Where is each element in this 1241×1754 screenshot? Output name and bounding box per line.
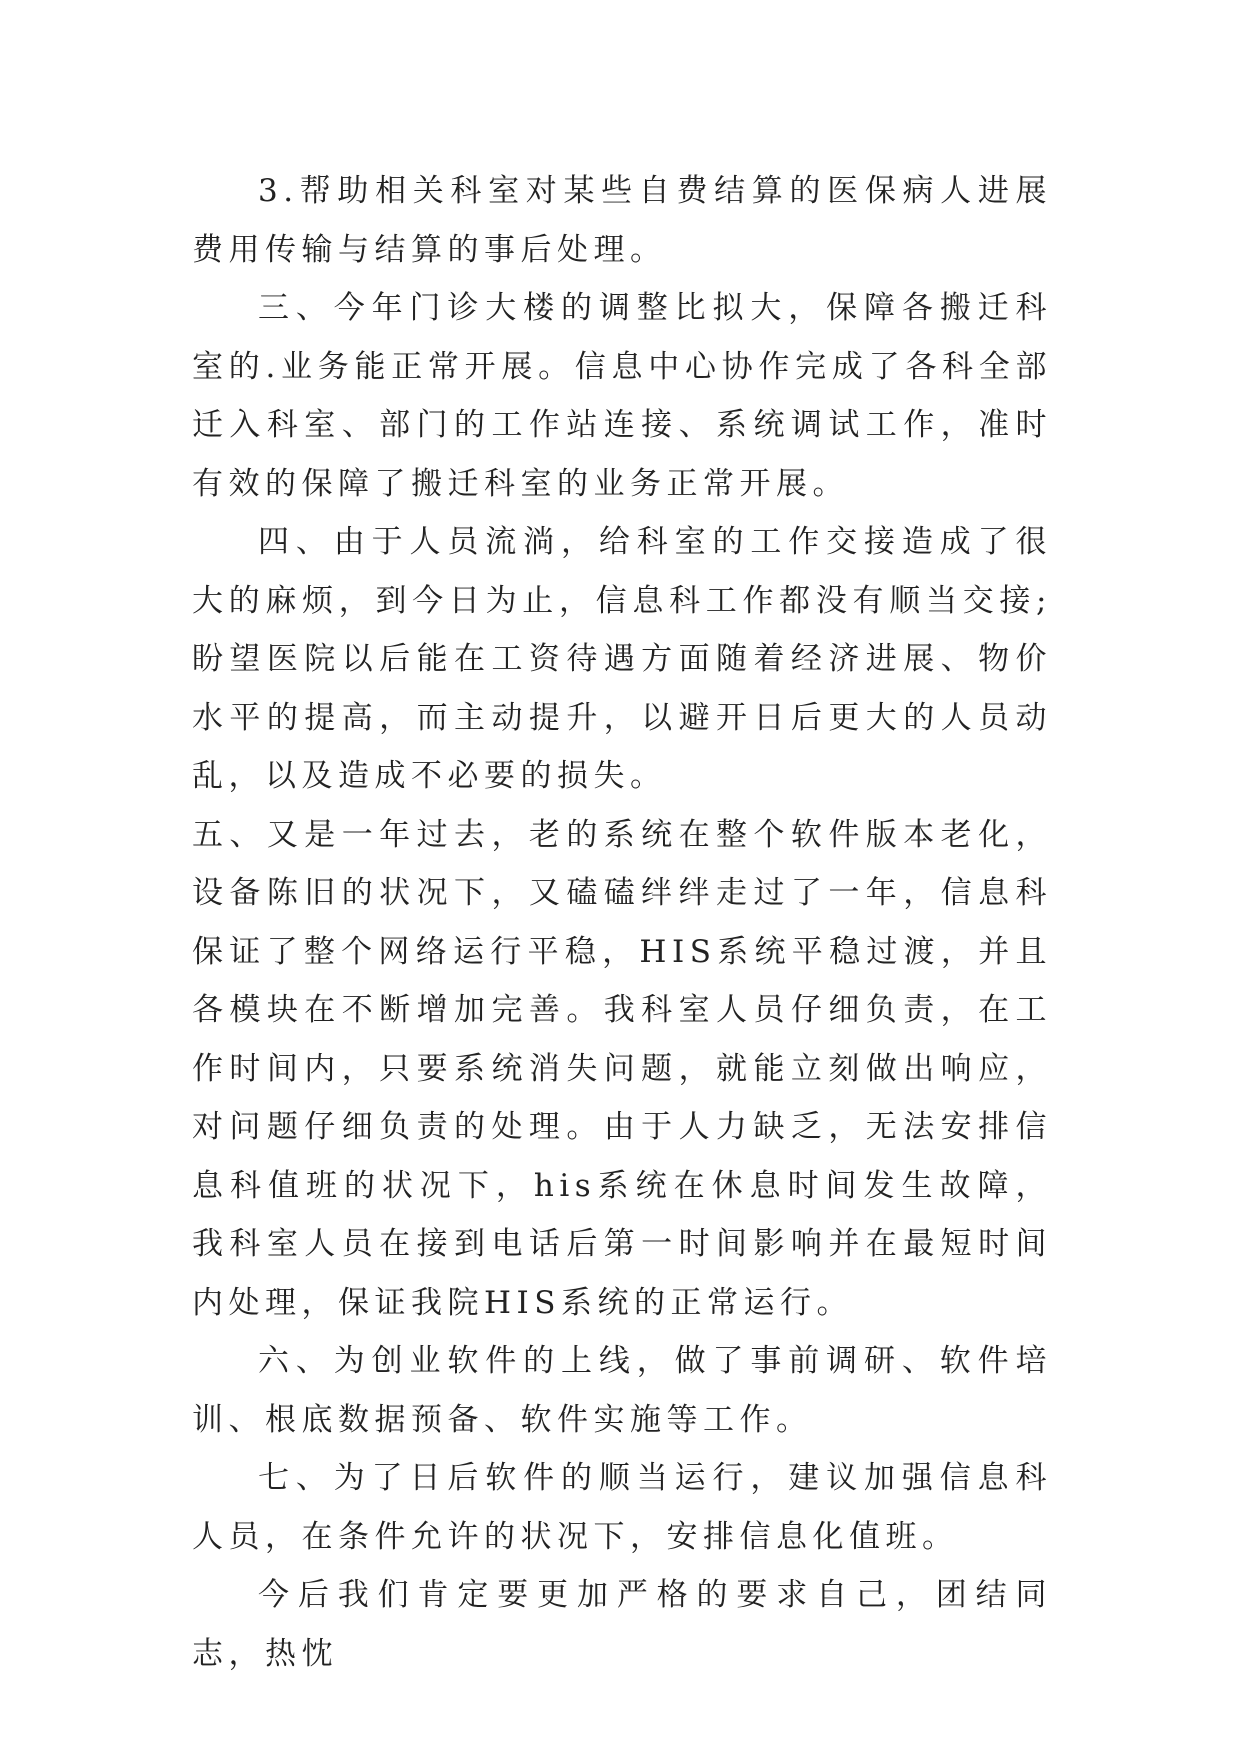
paragraph-section-6: 六、为创业软件的上线，做了事前调研、软件培训、根底数据预备、软件实施等工作。 [192, 1343, 1052, 1438]
paragraph-section-5: 五、又是一年过去，老的系统在整个软件版本老化，设备陈旧的状况下，又磕磕绊绊走过了一年，信息科保证了整个网络运行平稳，HIS系统平稳过渡，并且各模块在不断增加完善。我科室人员仔细负责，在工作时间内，只要系统消失问题，就能立刻做出响应，对问题仔细负责的处理。由于人力缺乏，无法安排信息科值班的状况下，his系统在休息时间发生故障，我科室人员在接到电话后第一时间影响并在最短时间内处理，保证我院HIS系统的正常运行。 [192, 816, 1052, 1321]
paragraph-section-7: 七、为了日后软件的顺当运行，建议加强信息科人员，在条件允许的状况下，安排信息化值班。 [192, 1460, 1052, 1555]
paragraph-item-3: 3.帮助相关科室对某些自费结算的医保病人进展费用传输与结算的事后处理。 [192, 173, 1052, 268]
paragraph-closing: 今后我们肯定要更加严格的要求自己，团结同志，热忱 [192, 1577, 1052, 1672]
paragraph-section-4: 四、由于人员流淌，给科室的工作交接造成了很大的麻烦，到今日为止，信息科工作都没有顺当交接;盼望医院以后能在工资待遇方面随着经济进展、物价水平的提高，而主动提升，以避开日后更大的人员动乱，以及造成不必要的损失。 [192, 524, 1052, 794]
paragraph-section-3: 三、今年门诊大楼的调整比拟大，保障各搬迁科室的.业务能正常开展。信息中心协作完成了各科全部迁入科室、部门的工作站连接、系统调试工作，准时有效的保障了搬迁科室的业务正常开展。 [192, 290, 1052, 502]
document-body [192, 162, 1052, 1683]
